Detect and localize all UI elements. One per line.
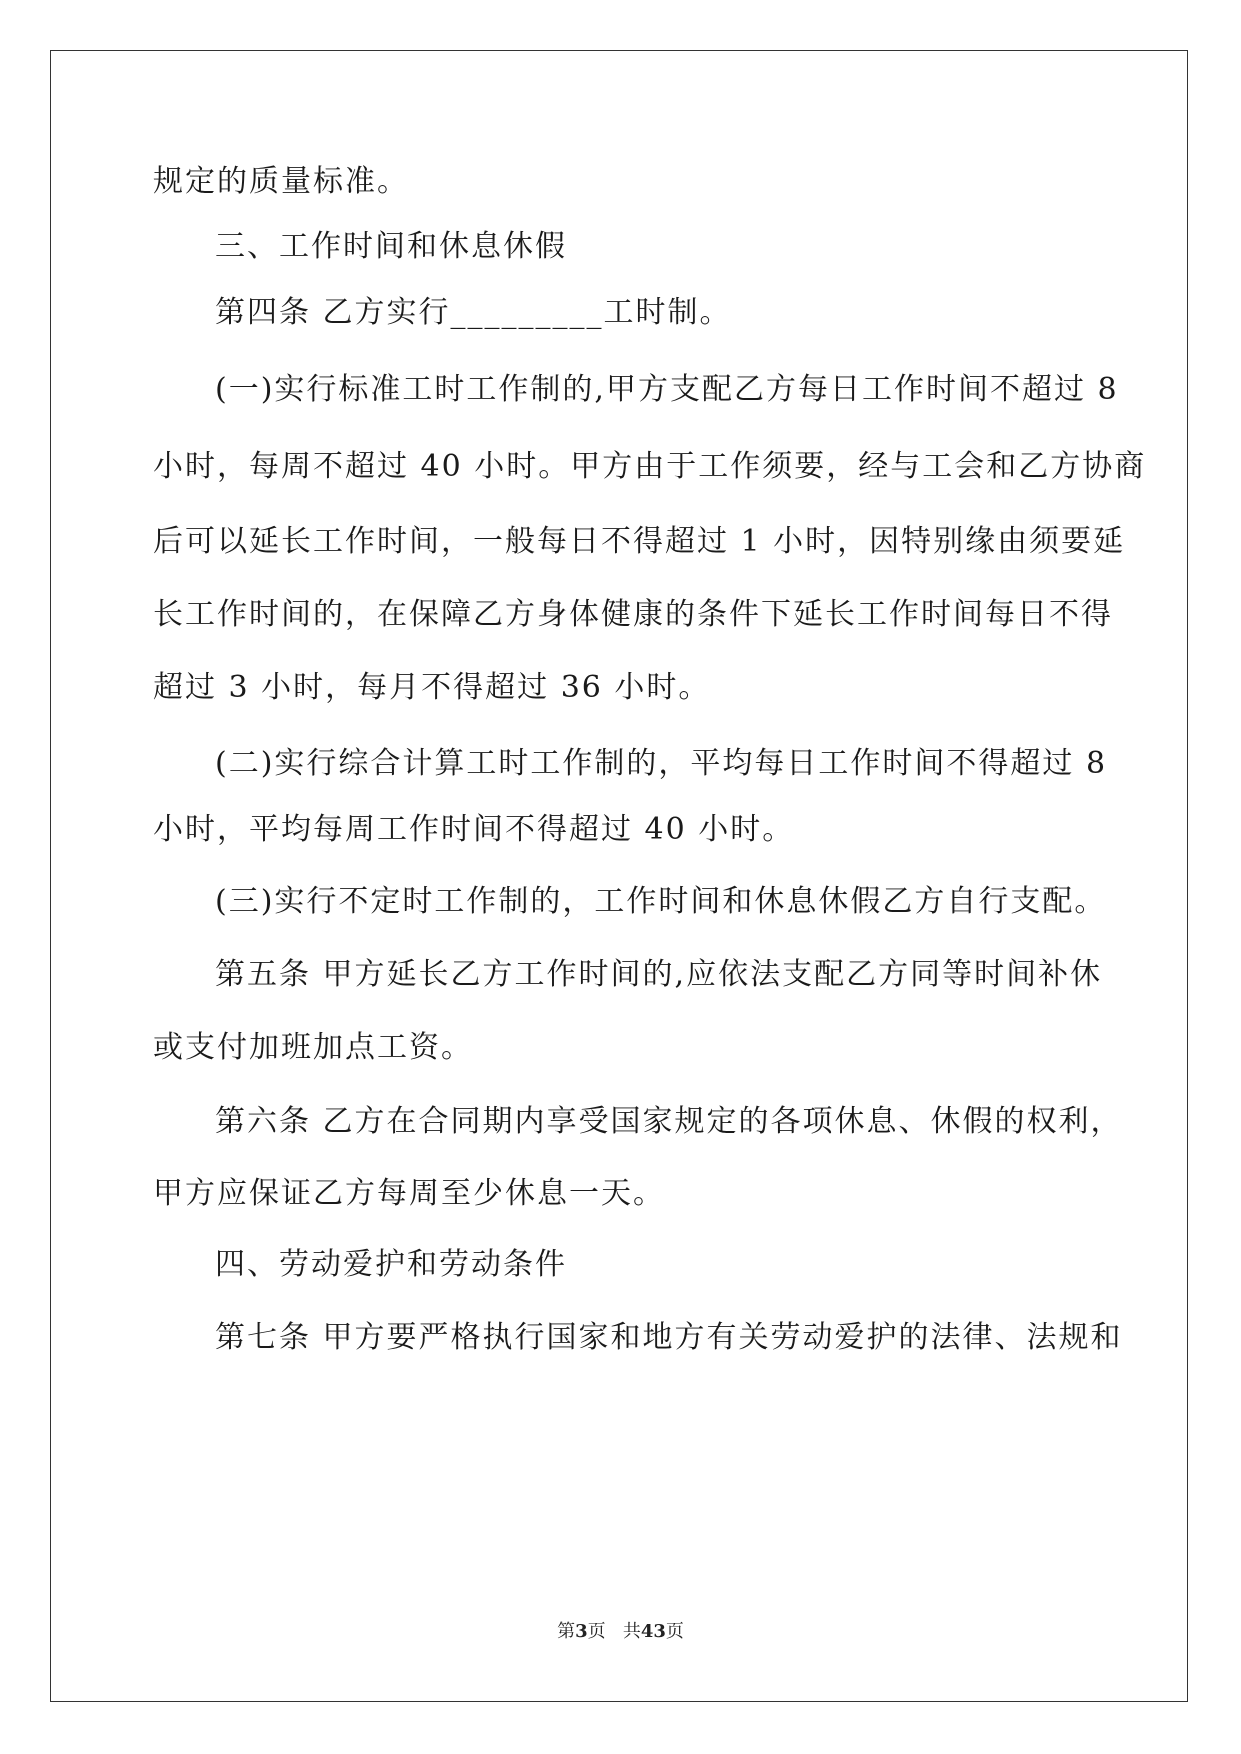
footer-total-suffix: 页 — [665, 1621, 684, 1642]
section-heading: 三、工作时间和休息休假 — [215, 229, 567, 264]
article-heading: 第五条 甲方延长乙方工作时间的,应依法支配乙方同等时间补休 — [215, 957, 1103, 992]
footer-prefix: 第 — [557, 1621, 576, 1642]
text-line: (三)实行不定时工作制的，工作时间和休息休假乙方自行支配。 — [215, 884, 1107, 919]
text-line: 规定的质量标准。 — [153, 164, 409, 199]
text-line: (二)实行综合计算工时工作制的，平均每日工作时间不得超过 8 — [215, 746, 1108, 781]
section-heading: 四、劳动爱护和劳动条件 — [215, 1247, 567, 1282]
text-line: 小时，每周不超过 40 小时。甲方由于工作须要，经与工会和乙方协商 — [153, 449, 1147, 484]
article-heading: 第四条 乙方实行_________工时制。 — [215, 295, 732, 330]
text-line: 甲方应保证乙方每周至少休息一天。 — [153, 1176, 665, 1211]
text-line: 长工作时间的，在保障乙方身体健康的条件下延长工作时间每日不得 — [153, 597, 1113, 632]
text-line: (一)实行标准工时工作制的,甲方支配乙方每日工作时间不超过 8 — [215, 372, 1119, 407]
text-line: 超过 3 小时，每月不得超过 36 小时。 — [153, 670, 711, 705]
article-heading: 第七条 甲方要严格执行国家和地方有关劳动爱护的法律、法规和 — [215, 1320, 1123, 1355]
footer-page-word: 页 — [587, 1621, 606, 1642]
text-line: 或支付加班加点工资。 — [153, 1030, 473, 1065]
total-pages-number: 43 — [640, 1621, 666, 1642]
article-heading: 第六条 乙方在合同期内享受国家规定的各项休息、休假的权利， — [215, 1104, 1123, 1139]
current-page-number: 3 — [575, 1621, 588, 1642]
page-footer — [0, 1620, 1241, 1644]
text-line: 后可以延长工作时间，一般每日不得超过 1 小时，因特别缘由须要延 — [153, 524, 1126, 559]
footer-total-prefix: 共 — [622, 1621, 641, 1642]
text-line: 小时，平均每周工作时间不得超过 40 小时。 — [153, 812, 795, 847]
